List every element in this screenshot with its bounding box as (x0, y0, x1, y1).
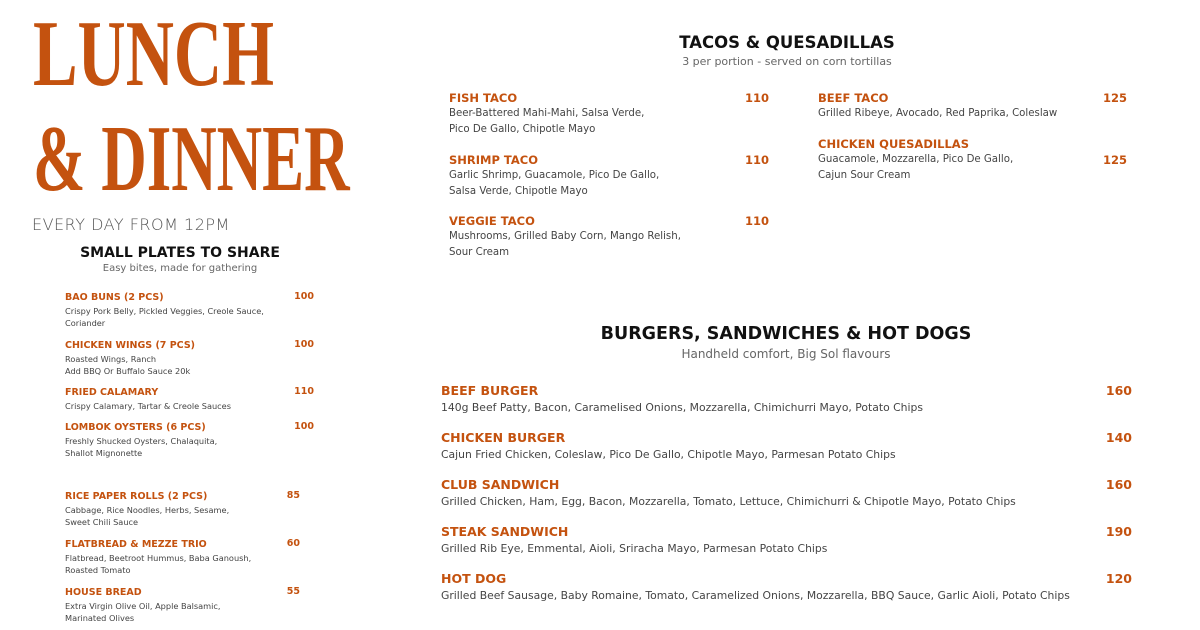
item-description: Roasted Tomato (65, 565, 131, 575)
item-price: 110 (744, 153, 769, 167)
menu-item (441, 382, 1132, 416)
item-description: Salsa Verde, Chipotle Mayo (449, 186, 588, 197)
item-price: 100 (294, 339, 314, 350)
item-description: Mushrooms, Grilled Baby Corn, Mango Relish, (449, 231, 681, 242)
item-price: 160 (1105, 383, 1132, 398)
item-name: CLUB SANDWICH (441, 477, 560, 492)
tacos-heading: TACOS & QUESADILLAS (679, 33, 895, 52)
hours-tagline: EVERY DAY FROM 12PM (32, 215, 230, 234)
menu-item (441, 570, 1132, 604)
item-name: FLATBREAD & MEZZE TRIO (65, 539, 207, 550)
item-description: Beer-Battered Mahi-Mahi, Salsa Verde, (449, 108, 645, 119)
item-description: Cajun Sour Cream (818, 170, 911, 181)
menu-item (449, 213, 769, 261)
item-price: 100 (294, 291, 314, 302)
item-price: 110 (294, 386, 314, 397)
item-description: Pico De Gallo, Chipotle Mayo (449, 124, 596, 135)
item-description: Sour Cream (449, 247, 510, 258)
item-description: Guacamole, Mozzarella, Pico De Gallo, (818, 154, 1014, 165)
menu-item (65, 291, 314, 329)
item-description: Marinated Olives (65, 613, 135, 623)
title-dinner: & DINNER (33, 107, 350, 211)
item-price: 85 (286, 490, 300, 501)
item-price: 60 (286, 538, 300, 549)
item-description: Crispy Calamary, Tartar & Creole Sauces (65, 401, 231, 411)
item-description: Grilled Ribeye, Avocado, Red Paprika, Coleslaw (818, 108, 1058, 119)
menu-item (65, 339, 314, 377)
item-price: 55 (286, 586, 300, 597)
item-price: 125 (1102, 91, 1127, 105)
title-lunch: LUNCH (33, 2, 275, 106)
menu-item (449, 152, 769, 200)
item-price: 190 (1105, 524, 1132, 539)
menu-item (441, 523, 1132, 557)
item-name: FISH TACO (449, 91, 518, 105)
item-description: Add BBQ Or Buffalo Sauce 20k (65, 366, 191, 376)
menu-item (65, 490, 300, 528)
item-name: HOT DOG (441, 571, 507, 586)
item-name: HOUSE BREAD (65, 587, 142, 598)
item-name: BEEF TACO (818, 91, 889, 105)
item-price: 110 (744, 91, 769, 105)
item-description: Cabbage, Rice Noodles, Herbs, Sesame, (65, 505, 230, 515)
item-name: CHICKEN WINGS (7 PCS) (65, 340, 196, 351)
item-name: VEGGIE TACO (449, 214, 535, 228)
menu-item (65, 538, 300, 576)
item-description: Grilled Beef Sausage, Baby Romaine, Tomato, Caramelized Onions, Mozzarella, BBQ Sauce, Garlic Aioli, Potato Chips (441, 589, 1070, 602)
item-price: 110 (744, 214, 769, 228)
item-price: 120 (1105, 571, 1132, 586)
item-description: Roasted Wings, Ranch (65, 354, 157, 364)
menu-item (441, 476, 1132, 510)
item-name: BEEF BURGER (441, 383, 539, 398)
item-name: RICE PAPER ROLLS (2 PCS) (65, 491, 208, 502)
item-price: 125 (1102, 153, 1127, 167)
item-description: Extra Virgin Olive Oil, Apple Balsamic, (65, 601, 221, 611)
item-price: 100 (294, 421, 314, 432)
item-name: CHICKEN BURGER (441, 430, 566, 445)
item-price: 160 (1105, 477, 1132, 492)
item-description: Cajun Fried Chicken, Coleslaw, Pico De Gallo, Chipotle Mayo, Parmesan Potato Chips (441, 448, 896, 461)
menu-item (65, 386, 314, 412)
menu-item (65, 421, 314, 459)
item-name: LOMBOK OYSTERS (6 PCS) (65, 422, 206, 433)
burgers-subtitle: Handheld comfort, Big Sol flavours (681, 347, 891, 361)
menu-item (449, 90, 769, 138)
small-plates-subtitle: Easy bites, made for gathering (102, 263, 258, 274)
item-name: SHRIMP TACO (449, 153, 538, 167)
menu-item (65, 586, 300, 624)
item-name: BAO BUNS (2 PCS) (65, 292, 164, 303)
item-name: FRIED CALAMARY (65, 387, 159, 398)
menu-item (441, 429, 1132, 463)
item-description: Sweet Chili Sauce (65, 517, 139, 527)
item-name: STEAK SANDWICH (441, 524, 569, 539)
item-description: Shallot Mignonette (65, 448, 143, 458)
tacos-subtitle: 3 per portion - served on corn tortillas (682, 55, 892, 68)
item-description: Freshly Shucked Oysters, Chalaquita, (65, 436, 218, 446)
burgers-heading: BURGERS, SANDWICHES & HOT DOGS (600, 324, 972, 344)
menu-item (818, 90, 1127, 122)
menu-item (818, 136, 1127, 184)
item-name: CHICKEN QUESADILLAS (818, 137, 969, 151)
item-description: Garlic Shrimp, Guacamole, Pico De Gallo, (449, 170, 660, 181)
item-description: 140g Beef Patty, Bacon, Caramelised Onions, Mozzarella, Chimichurri Mayo, Potato Chips (441, 401, 923, 414)
item-description: Crispy Pork Belly, Pickled Veggies, Creole Sauce, (65, 306, 264, 316)
item-description: Coriander (65, 318, 106, 328)
item-description: Grilled Rib Eye, Emmental, Aioli, Sriracha Mayo, Parmesan Potato Chips (441, 542, 828, 555)
item-description: Grilled Chicken, Ham, Egg, Bacon, Mozzarella, Tomato, Lettuce, Chimichurri & Chipotle Mayo, Potato Chips (441, 495, 1016, 508)
item-description: Flatbread, Beetroot Hummus, Baba Ganoush, (65, 553, 252, 563)
item-price: 140 (1105, 430, 1132, 445)
small-plates-heading: SMALL PLATES TO SHARE (80, 245, 280, 261)
